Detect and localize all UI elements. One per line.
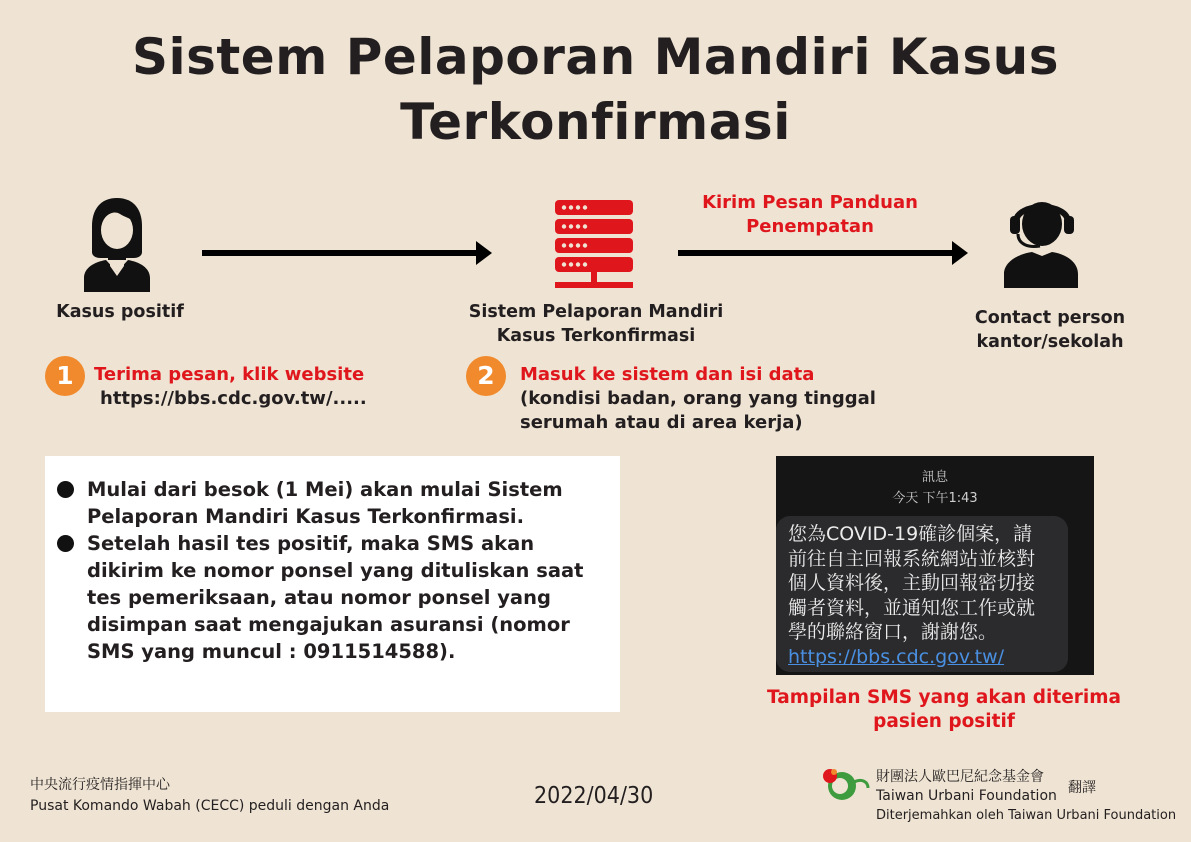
step-2-body-2: serumah atau di area kerja) [520,412,803,433]
system-label-1: Sistem Pelaporan Mandiri [468,302,724,322]
flow-arrow-2 [678,250,954,256]
org-name-zh: 中央流行疫情指揮中心 [30,777,170,793]
bullet-dot-icon [57,535,74,552]
flow-arrow-1 [202,250,478,256]
sms-link[interactable]: https://bbs.cdc.gov.tw/ [788,645,1005,668]
step-2-title: Masuk ke sistem dan isi data [520,364,815,385]
sms-line-4: 觸者資料，並通知您工作或就 [788,596,1036,619]
sms-line-5: 學的聯絡窗口，謝謝您。 [788,621,998,643]
page-title-line-1: Sistem Pelaporan Mandiri Kasus [131,28,1060,86]
headset-agent-icon [998,192,1082,288]
step-2-body-1: (kondisi badan, orang yang tinggal [520,388,876,409]
translate-label-zh: 翻譯 [1068,780,1096,796]
notice-bullet-1: Mulai dari besok (1 Mei) akan mulai Sistem Pelaporan Mandiri Kasus Terkonfirmasi. [55,476,600,530]
sms-header-title: 訊息 [921,470,948,485]
notice-bullet-2: Setelah hasil tes positif, maka SMS akan dikirim ke nomor ponsel yang dituliskan saat tes pemeriksaan, atau nomor ponsel yang disimpan saat mengajukan asuransi (nomor SMS yang muncul : 0911514588). [55,530,600,665]
step-1-url: https://bbs.cdc.gov.tw/..... [100,388,367,409]
woman-user-icon [80,196,154,292]
sms-line-2: 前往自主回報系統網站並核對 [788,547,1036,570]
notice-box [45,456,620,712]
step-1-title: Terima pesan, klik website [94,364,365,385]
sms-bubble [776,516,1068,672]
contact-label-2: kantor/sekolah [976,332,1124,352]
foundation-name-en: Taiwan Urbani Foundation [876,788,1057,804]
org-name-id: Pusat Komando Wabah (CECC) peduli dengan Anda [30,798,390,814]
send-message-label-1: Kirim Pesan Panduan [702,192,918,213]
sms-caption-1: Tampilan SMS yang akan diterima [767,687,1121,708]
foundation-name-zh: 財團法人歐巴尼紀念基金會 [876,769,1044,785]
server-icon [552,198,636,290]
send-message-label-2: Penempatan [746,216,874,237]
contact-label-1: Contact person [974,308,1126,328]
page-title-line-2: Terkonfirmasi [400,93,791,151]
sms-line-1: 您為COVID-19確診個案，請 [788,523,1033,545]
date: 2022/04/30 [534,783,654,809]
patient-label: Kasus positif [56,302,184,322]
sms-header-time: 今天 下午1:43 [892,491,978,506]
system-label-2: Kasus Terkonfirmasi [496,326,696,346]
sms-caption-2: pasien positif [873,711,1015,732]
sms-line-3: 個人資料後，主動回報密切接 [788,572,1036,594]
step-1-number: 1 [45,356,85,396]
foundation-logo-icon [820,764,872,804]
translated-by: Diterjemahkan oleh Taiwan Urbani Foundation [876,808,1177,823]
bullet-dot-icon [57,481,74,498]
step-2-number: 2 [466,356,506,396]
